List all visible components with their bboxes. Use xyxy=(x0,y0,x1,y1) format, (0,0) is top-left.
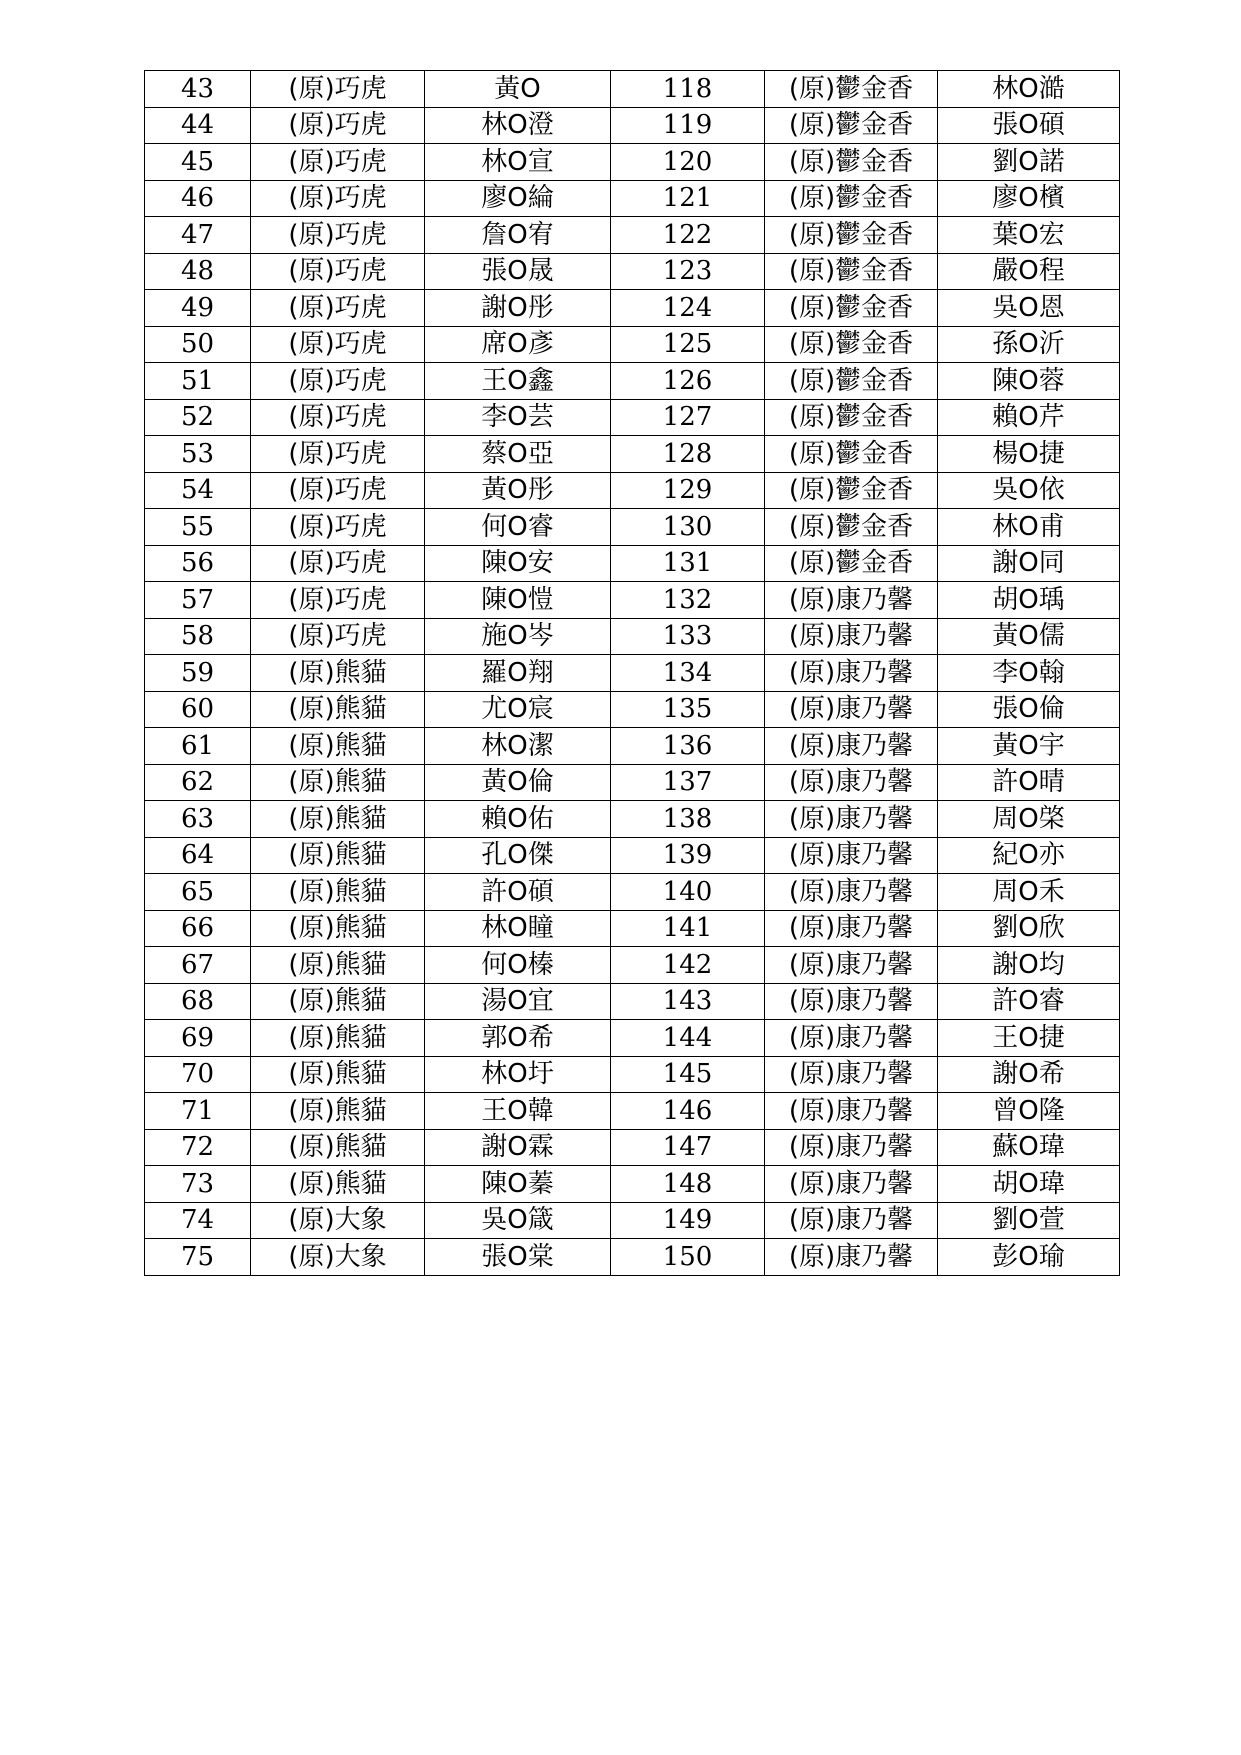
left-name-cell: 詹O宥 xyxy=(425,217,611,254)
right-name-cell: 周O禾 xyxy=(938,874,1120,911)
right-name-cell: 彭O瑜 xyxy=(938,1239,1120,1276)
right-name-cell: 廖O檳 xyxy=(938,180,1120,217)
table-row xyxy=(145,582,1120,619)
table-row xyxy=(145,253,1120,290)
right-class-cell: (原)康乃馨 xyxy=(765,910,938,947)
left-class-cell: (原)熊貓 xyxy=(251,910,425,947)
left-name-cell: 施O岑 xyxy=(425,618,611,655)
table-row xyxy=(145,326,1120,363)
right-class-cell: (原)康乃馨 xyxy=(765,1020,938,1057)
left-number-cell: 57 xyxy=(145,582,251,619)
right-number-cell: 148 xyxy=(611,1166,765,1203)
left-number-cell: 50 xyxy=(145,326,251,363)
right-number-cell: 125 xyxy=(611,326,765,363)
left-name-cell: 林O圩 xyxy=(425,1056,611,1093)
left-name-cell: 湯O宜 xyxy=(425,983,611,1020)
right-number-cell: 140 xyxy=(611,874,765,911)
left-class-cell: (原)巧虎 xyxy=(251,144,425,181)
right-name-cell: 許O晴 xyxy=(938,764,1120,801)
left-number-cell: 43 xyxy=(145,71,251,108)
right-number-cell: 146 xyxy=(611,1093,765,1130)
table-row xyxy=(145,180,1120,217)
right-class-cell: (原)康乃馨 xyxy=(765,837,938,874)
right-name-cell: 曾O隆 xyxy=(938,1093,1120,1130)
left-class-cell: (原)巧虎 xyxy=(251,436,425,473)
left-class-cell: (原)熊貓 xyxy=(251,1056,425,1093)
right-number-cell: 135 xyxy=(611,691,765,728)
right-class-cell: (原)康乃馨 xyxy=(765,691,938,728)
table-row xyxy=(145,983,1120,1020)
left-name-cell: 王O鑫 xyxy=(425,363,611,400)
right-class-cell: (原)鬱金香 xyxy=(765,290,938,327)
table-row xyxy=(145,874,1120,911)
left-name-cell: 孔O傑 xyxy=(425,837,611,874)
right-name-cell: 楊O捷 xyxy=(938,436,1120,473)
roster-body xyxy=(145,71,1120,1276)
right-class-cell: (原)鬱金香 xyxy=(765,545,938,582)
left-name-cell: 羅O翔 xyxy=(425,655,611,692)
left-class-cell: (原)巧虎 xyxy=(251,326,425,363)
left-name-cell: 許O碩 xyxy=(425,874,611,911)
right-name-cell: 黃O宇 xyxy=(938,728,1120,765)
left-class-cell: (原)熊貓 xyxy=(251,1129,425,1166)
left-number-cell: 48 xyxy=(145,253,251,290)
left-class-cell: (原)熊貓 xyxy=(251,801,425,838)
right-class-cell: (原)康乃馨 xyxy=(765,1166,938,1203)
table-row xyxy=(145,363,1120,400)
right-class-cell: (原)鬱金香 xyxy=(765,253,938,290)
right-class-cell: (原)康乃馨 xyxy=(765,801,938,838)
right-number-cell: 144 xyxy=(611,1020,765,1057)
right-class-cell: (原)康乃馨 xyxy=(765,1239,938,1276)
table-row xyxy=(145,144,1120,181)
right-number-cell: 126 xyxy=(611,363,765,400)
left-name-cell: 林O潔 xyxy=(425,728,611,765)
left-name-cell: 張O晟 xyxy=(425,253,611,290)
left-class-cell: (原)巧虎 xyxy=(251,509,425,546)
table-row xyxy=(145,399,1120,436)
left-class-cell: (原)巧虎 xyxy=(251,363,425,400)
left-name-cell: 林O澄 xyxy=(425,107,611,144)
right-class-cell: (原)鬱金香 xyxy=(765,107,938,144)
right-number-cell: 122 xyxy=(611,217,765,254)
right-class-cell: (原)鬱金香 xyxy=(765,509,938,546)
right-number-cell: 118 xyxy=(611,71,765,108)
table-row xyxy=(145,655,1120,692)
right-class-cell: (原)康乃馨 xyxy=(765,1093,938,1130)
left-name-cell: 廖O綸 xyxy=(425,180,611,217)
left-number-cell: 63 xyxy=(145,801,251,838)
left-number-cell: 73 xyxy=(145,1166,251,1203)
right-class-cell: (原)康乃馨 xyxy=(765,1129,938,1166)
left-name-cell: 蔡O亞 xyxy=(425,436,611,473)
left-name-cell: 王O韓 xyxy=(425,1093,611,1130)
table-row xyxy=(145,1056,1120,1093)
right-number-cell: 149 xyxy=(611,1202,765,1239)
left-class-cell: (原)大象 xyxy=(251,1239,425,1276)
right-class-cell: (原)鬱金香 xyxy=(765,71,938,108)
right-number-cell: 145 xyxy=(611,1056,765,1093)
right-number-cell: 143 xyxy=(611,983,765,1020)
right-class-cell: (原)鬱金香 xyxy=(765,436,938,473)
right-number-cell: 120 xyxy=(611,144,765,181)
left-number-cell: 45 xyxy=(145,144,251,181)
right-number-cell: 139 xyxy=(611,837,765,874)
right-name-cell: 吳O恩 xyxy=(938,290,1120,327)
right-name-cell: 王O捷 xyxy=(938,1020,1120,1057)
left-number-cell: 74 xyxy=(145,1202,251,1239)
left-class-cell: (原)巧虎 xyxy=(251,217,425,254)
left-class-cell: (原)熊貓 xyxy=(251,983,425,1020)
right-class-cell: (原)康乃馨 xyxy=(765,582,938,619)
right-name-cell: 李O翰 xyxy=(938,655,1120,692)
left-class-cell: (原)熊貓 xyxy=(251,1093,425,1130)
right-number-cell: 142 xyxy=(611,947,765,984)
right-class-cell: (原)鬱金香 xyxy=(765,363,938,400)
right-number-cell: 121 xyxy=(611,180,765,217)
right-number-cell: 131 xyxy=(611,545,765,582)
right-name-cell: 張O倫 xyxy=(938,691,1120,728)
table-row xyxy=(145,1166,1120,1203)
left-class-cell: (原)巧虎 xyxy=(251,472,425,509)
left-number-cell: 64 xyxy=(145,837,251,874)
right-name-cell: 黃O儒 xyxy=(938,618,1120,655)
left-name-cell: 林O瞳 xyxy=(425,910,611,947)
left-number-cell: 70 xyxy=(145,1056,251,1093)
left-name-cell: 吳O箴 xyxy=(425,1202,611,1239)
right-name-cell: 謝O均 xyxy=(938,947,1120,984)
left-name-cell: 陳O安 xyxy=(425,545,611,582)
right-number-cell: 124 xyxy=(611,290,765,327)
right-name-cell: 胡O瑋 xyxy=(938,1166,1120,1203)
right-number-cell: 130 xyxy=(611,509,765,546)
left-number-cell: 56 xyxy=(145,545,251,582)
table-row xyxy=(145,1020,1120,1057)
left-name-cell: 何O睿 xyxy=(425,509,611,546)
left-class-cell: (原)巧虎 xyxy=(251,399,425,436)
right-class-cell: (原)鬱金香 xyxy=(765,180,938,217)
left-class-cell: (原)熊貓 xyxy=(251,691,425,728)
right-name-cell: 孫O沂 xyxy=(938,326,1120,363)
right-number-cell: 141 xyxy=(611,910,765,947)
left-name-cell: 黃O彤 xyxy=(425,472,611,509)
table-row xyxy=(145,472,1120,509)
right-name-cell: 周O棨 xyxy=(938,801,1120,838)
left-name-cell: 陳O蓁 xyxy=(425,1166,611,1203)
left-name-cell: 李O芸 xyxy=(425,399,611,436)
table-row xyxy=(145,728,1120,765)
right-name-cell: 紀O亦 xyxy=(938,837,1120,874)
left-name-cell: 郭O希 xyxy=(425,1020,611,1057)
table-row xyxy=(145,71,1120,108)
right-name-cell: 劉O萱 xyxy=(938,1202,1120,1239)
left-number-cell: 75 xyxy=(145,1239,251,1276)
left-name-cell: 賴O佑 xyxy=(425,801,611,838)
left-number-cell: 61 xyxy=(145,728,251,765)
table-row xyxy=(145,509,1120,546)
left-number-cell: 66 xyxy=(145,910,251,947)
table-row xyxy=(145,618,1120,655)
right-name-cell: 張O碩 xyxy=(938,107,1120,144)
right-class-cell: (原)康乃馨 xyxy=(765,947,938,984)
right-number-cell: 119 xyxy=(611,107,765,144)
table-row xyxy=(145,436,1120,473)
table-row xyxy=(145,1202,1120,1239)
left-class-cell: (原)熊貓 xyxy=(251,1020,425,1057)
right-class-cell: (原)康乃馨 xyxy=(765,728,938,765)
table-row xyxy=(145,947,1120,984)
right-name-cell: 謝O同 xyxy=(938,545,1120,582)
right-name-cell: 嚴O程 xyxy=(938,253,1120,290)
left-class-cell: (原)熊貓 xyxy=(251,655,425,692)
table-row xyxy=(145,1239,1120,1276)
left-name-cell: 林O宣 xyxy=(425,144,611,181)
table-row xyxy=(145,545,1120,582)
left-number-cell: 53 xyxy=(145,436,251,473)
table-row xyxy=(145,290,1120,327)
left-number-cell: 65 xyxy=(145,874,251,911)
left-class-cell: (原)巧虎 xyxy=(251,107,425,144)
right-number-cell: 134 xyxy=(611,655,765,692)
left-number-cell: 59 xyxy=(145,655,251,692)
right-name-cell: 謝O希 xyxy=(938,1056,1120,1093)
left-number-cell: 60 xyxy=(145,691,251,728)
table-row xyxy=(145,1093,1120,1130)
right-class-cell: (原)鬱金香 xyxy=(765,472,938,509)
right-class-cell: (原)康乃馨 xyxy=(765,655,938,692)
left-number-cell: 58 xyxy=(145,618,251,655)
right-number-cell: 123 xyxy=(611,253,765,290)
left-name-cell: 謝O彤 xyxy=(425,290,611,327)
left-class-cell: (原)巧虎 xyxy=(251,618,425,655)
roster-table xyxy=(144,70,1120,1276)
left-number-cell: 47 xyxy=(145,217,251,254)
right-number-cell: 138 xyxy=(611,801,765,838)
left-class-cell: (原)大象 xyxy=(251,1202,425,1239)
right-number-cell: 127 xyxy=(611,399,765,436)
left-class-cell: (原)熊貓 xyxy=(251,837,425,874)
right-number-cell: 133 xyxy=(611,618,765,655)
table-row xyxy=(145,837,1120,874)
left-name-cell: 張O棠 xyxy=(425,1239,611,1276)
right-name-cell: 蘇O瑋 xyxy=(938,1129,1120,1166)
right-number-cell: 147 xyxy=(611,1129,765,1166)
right-name-cell: 葉O宏 xyxy=(938,217,1120,254)
table-row xyxy=(145,801,1120,838)
right-class-cell: (原)鬱金香 xyxy=(765,217,938,254)
left-number-cell: 51 xyxy=(145,363,251,400)
left-class-cell: (原)巧虎 xyxy=(251,71,425,108)
left-class-cell: (原)熊貓 xyxy=(251,728,425,765)
right-name-cell: 賴O芹 xyxy=(938,399,1120,436)
left-class-cell: (原)熊貓 xyxy=(251,874,425,911)
right-number-cell: 136 xyxy=(611,728,765,765)
right-class-cell: (原)康乃馨 xyxy=(765,983,938,1020)
right-name-cell: 陳O蓉 xyxy=(938,363,1120,400)
right-name-cell: 林O澔 xyxy=(938,71,1120,108)
left-class-cell: (原)熊貓 xyxy=(251,947,425,984)
left-class-cell: (原)巧虎 xyxy=(251,253,425,290)
left-number-cell: 68 xyxy=(145,983,251,1020)
right-name-cell: 劉O諾 xyxy=(938,144,1120,181)
left-number-cell: 49 xyxy=(145,290,251,327)
right-class-cell: (原)康乃馨 xyxy=(765,618,938,655)
left-number-cell: 55 xyxy=(145,509,251,546)
left-number-cell: 71 xyxy=(145,1093,251,1130)
left-name-cell: 黃O xyxy=(425,71,611,108)
left-number-cell: 54 xyxy=(145,472,251,509)
left-number-cell: 72 xyxy=(145,1129,251,1166)
table-row xyxy=(145,1129,1120,1166)
left-class-cell: (原)熊貓 xyxy=(251,1166,425,1203)
right-class-cell: (原)鬱金香 xyxy=(765,144,938,181)
right-name-cell: 劉O欣 xyxy=(938,910,1120,947)
left-class-cell: (原)巧虎 xyxy=(251,180,425,217)
right-class-cell: (原)康乃馨 xyxy=(765,1202,938,1239)
right-number-cell: 150 xyxy=(611,1239,765,1276)
left-name-cell: 黃O倫 xyxy=(425,764,611,801)
right-name-cell: 許O睿 xyxy=(938,983,1120,1020)
right-number-cell: 129 xyxy=(611,472,765,509)
right-name-cell: 吳O依 xyxy=(938,472,1120,509)
left-class-cell: (原)巧虎 xyxy=(251,545,425,582)
right-class-cell: (原)康乃馨 xyxy=(765,1056,938,1093)
right-number-cell: 128 xyxy=(611,436,765,473)
left-name-cell: 何O榛 xyxy=(425,947,611,984)
right-name-cell: 林O甫 xyxy=(938,509,1120,546)
left-name-cell: 陳O愷 xyxy=(425,582,611,619)
left-number-cell: 44 xyxy=(145,107,251,144)
table-row xyxy=(145,910,1120,947)
table-row xyxy=(145,691,1120,728)
table-row xyxy=(145,764,1120,801)
left-number-cell: 67 xyxy=(145,947,251,984)
left-name-cell: 謝O霖 xyxy=(425,1129,611,1166)
right-class-cell: (原)鬱金香 xyxy=(765,326,938,363)
right-name-cell: 胡O瑀 xyxy=(938,582,1120,619)
left-number-cell: 46 xyxy=(145,180,251,217)
table-row xyxy=(145,107,1120,144)
left-number-cell: 69 xyxy=(145,1020,251,1057)
left-number-cell: 62 xyxy=(145,764,251,801)
table-row xyxy=(145,217,1120,254)
left-name-cell: 尤O宸 xyxy=(425,691,611,728)
left-name-cell: 席O彥 xyxy=(425,326,611,363)
right-class-cell: (原)康乃馨 xyxy=(765,874,938,911)
left-number-cell: 52 xyxy=(145,399,251,436)
right-class-cell: (原)鬱金香 xyxy=(765,399,938,436)
left-class-cell: (原)巧虎 xyxy=(251,582,425,619)
right-number-cell: 137 xyxy=(611,764,765,801)
left-class-cell: (原)巧虎 xyxy=(251,290,425,327)
left-class-cell: (原)熊貓 xyxy=(251,764,425,801)
right-number-cell: 132 xyxy=(611,582,765,619)
right-class-cell: (原)康乃馨 xyxy=(765,764,938,801)
